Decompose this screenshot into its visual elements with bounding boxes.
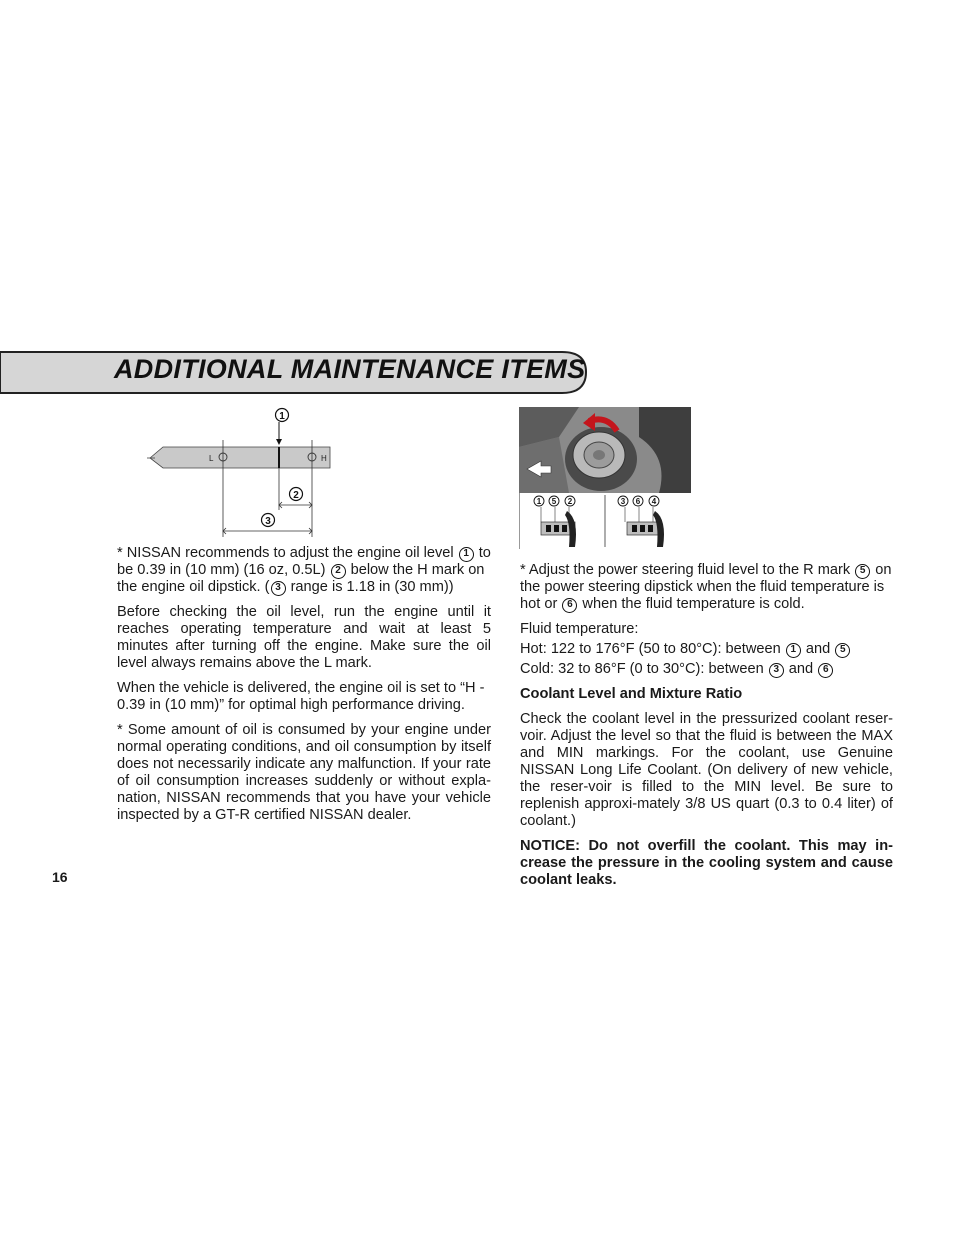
dipstick-l-label: L xyxy=(209,454,214,463)
delivery-oil-paragraph: When the vehicle is delivered, the engine oil is set to “H - 0.39 in (10 mm)” for optimal high performance driving. xyxy=(117,680,485,713)
ps-callout-3: 3 xyxy=(620,497,626,506)
fluid-temp-hot: Hot: 122 to 176°F (50 to 80°C): between 1 and 5 xyxy=(520,641,893,658)
ps-callout-2: 2 xyxy=(567,497,573,506)
oil-level-note: * NISSAN recommends to adjust the engine oil level 1 to be 0.39 in (10 mm) (16 oz, 0.5L) 2 below the H mark on the engine oil dipstick. ( 3 range is 1.18 in (30 mm)) xyxy=(117,545,491,595)
right-column xyxy=(520,562,893,897)
callout-3 xyxy=(262,514,275,528)
callout-2-inline: 2 xyxy=(331,564,346,579)
callout-5-inline: 5 xyxy=(855,564,870,579)
oil-dipstick-figure xyxy=(145,405,335,540)
svg-text:1: 1 xyxy=(279,411,285,422)
ps-callout-4: 4 xyxy=(651,497,657,506)
svg-text:3: 3 xyxy=(265,516,271,527)
ps-callout-6: 6 xyxy=(635,497,641,506)
ps-callout-1: 1 xyxy=(536,497,542,506)
callout-2 xyxy=(290,488,303,502)
callout-1 xyxy=(276,409,289,423)
svg-text:2: 2 xyxy=(293,490,299,501)
coolant-paragraph: Check the coolant level in the pressurized coolant reser-voir. Adjust the level so that the fluid is between the MAX and MIN markings. For the coolant, use Genuine NISSAN Long Life Coolant. (On delivery of new vehicle, the reser-voir is filled to the MIN level. Be sure to replenish approxi-mately 3/8 US quart (0.3 to 0.4 liter) of coolant.) xyxy=(520,711,893,829)
fluid-temp-label: Fluid temperature: xyxy=(520,621,639,637)
page-number: 16 xyxy=(52,869,68,885)
left-column xyxy=(117,545,491,832)
dipstick-h-label: H xyxy=(321,454,327,463)
oil-check-paragraph: Before checking the oil level, run the engine until it reaches operating temperature and wait at least 5 minutes after turning off the engine. Make sure the oil level always remains above the L mark. xyxy=(117,604,491,671)
fluid-temp-cold: Cold: 32 to 86°F (0 to 30°C): between 3 and 6 xyxy=(520,661,893,678)
coolant-heading: Coolant Level and Mixture Ratio xyxy=(520,686,743,702)
power-steering-note: * Adjust the power steering fluid level to the R mark 5 on the power steering dipstick when the fluid temperature is hot or 6 when the fluid temperature is cold. xyxy=(520,562,892,612)
coolant-notice: NOTICE: Do not overfill the coolant. This may in-crease the pressure in the cooling system and cause coolant leaks. xyxy=(520,838,893,888)
ps-callout-5: 5 xyxy=(551,497,557,506)
power-steering-figure xyxy=(519,407,691,549)
callout-1-inline: 1 xyxy=(459,547,474,562)
oil-consumption-paragraph: * Some amount of oil is consumed by your engine under normal operating conditions, and oil consumption by itself does not necessarily indicate any malfunction. If your rate of oil consumption increases suddenly or without expla-nation, NISSAN recommends that you have your vehicle inspected by a GT-R certified NISSAN dealer. xyxy=(117,722,491,823)
callout-3-inline: 3 xyxy=(271,581,286,596)
callout-6-inline: 6 xyxy=(562,598,577,613)
section-title: ADDITIONAL MAINTENANCE ITEMS xyxy=(114,354,586,384)
